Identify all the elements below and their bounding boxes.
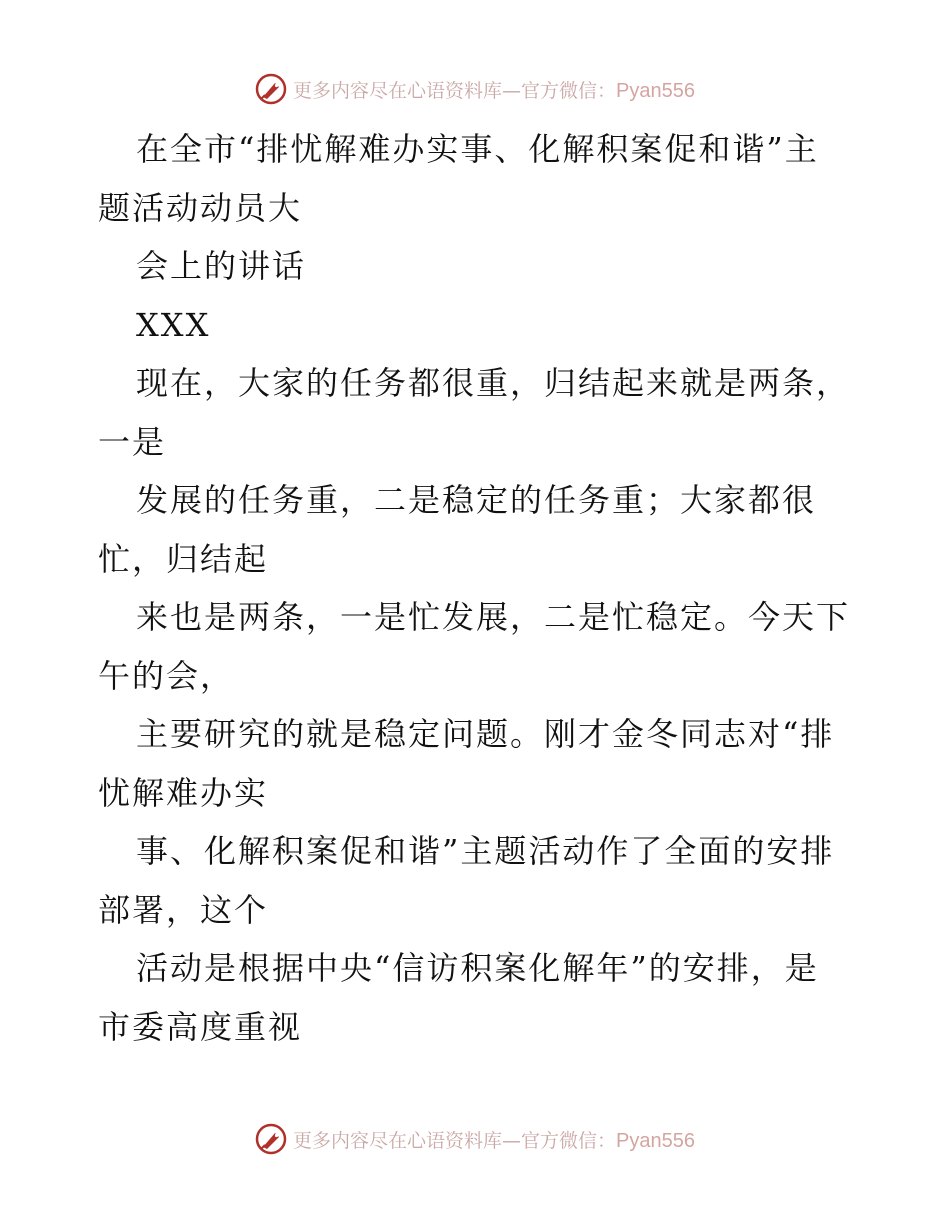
watermark-text [293,76,695,103]
watermark-wechat-label: 官方微信： [521,1129,617,1152]
text-line: 事、化解积案促和谐”主题活动作了全面的安排 [136,832,835,870]
text-line: 午的会， [98,656,235,695]
text-line: 来也是两条，一是忙发展，二是忙稳定。今天下 [136,598,851,636]
footer-watermark [0,1122,950,1156]
watermark-dash: — [502,79,522,102]
header-watermark [0,72,950,106]
text-line: 主要研究的就是稳定问题。刚才金冬同志对“排 [136,715,835,753]
watermark-text [293,1126,695,1153]
text-line: 现在，大家的任务都很重，归结起来就是两条， [136,364,851,402]
watermark-wechat-id: Pyan556 [616,79,695,102]
text-line: 题活动动员大 [98,188,303,227]
text-line: 一是 [98,422,167,461]
text-line: 会上的讲话 [136,247,307,285]
watermark-wechat-id: Pyan556 [616,1129,695,1152]
watermark-site-text: 更多内容尽在心语资料库 [293,1129,503,1152]
watermark-wechat-label: 官方微信： [521,79,617,102]
text-line: 忧解难办实 [98,773,269,812]
pen-nib-logo-icon [255,1123,287,1155]
watermark-dash: — [502,1129,522,1152]
text-line: 市委高度重视 [98,1007,303,1046]
text-line: XXX [136,305,211,344]
watermark-site-text: 更多内容尽在心语资料库 [293,79,503,102]
text-line: 发展的任务重，二是稳定的任务重；大家都很 [136,481,817,519]
text-line: 活动是根据中央“信访积案化解年”的安排，是 [136,949,819,987]
text-line: 在全市“排忧解难办实事、化解积案促和谐”主 [136,130,819,168]
pen-nib-logo-icon [255,73,287,105]
text-line: 忙，归结起 [98,539,269,578]
document-body [98,120,858,1056]
text-line: 部署，这个 [98,890,269,929]
